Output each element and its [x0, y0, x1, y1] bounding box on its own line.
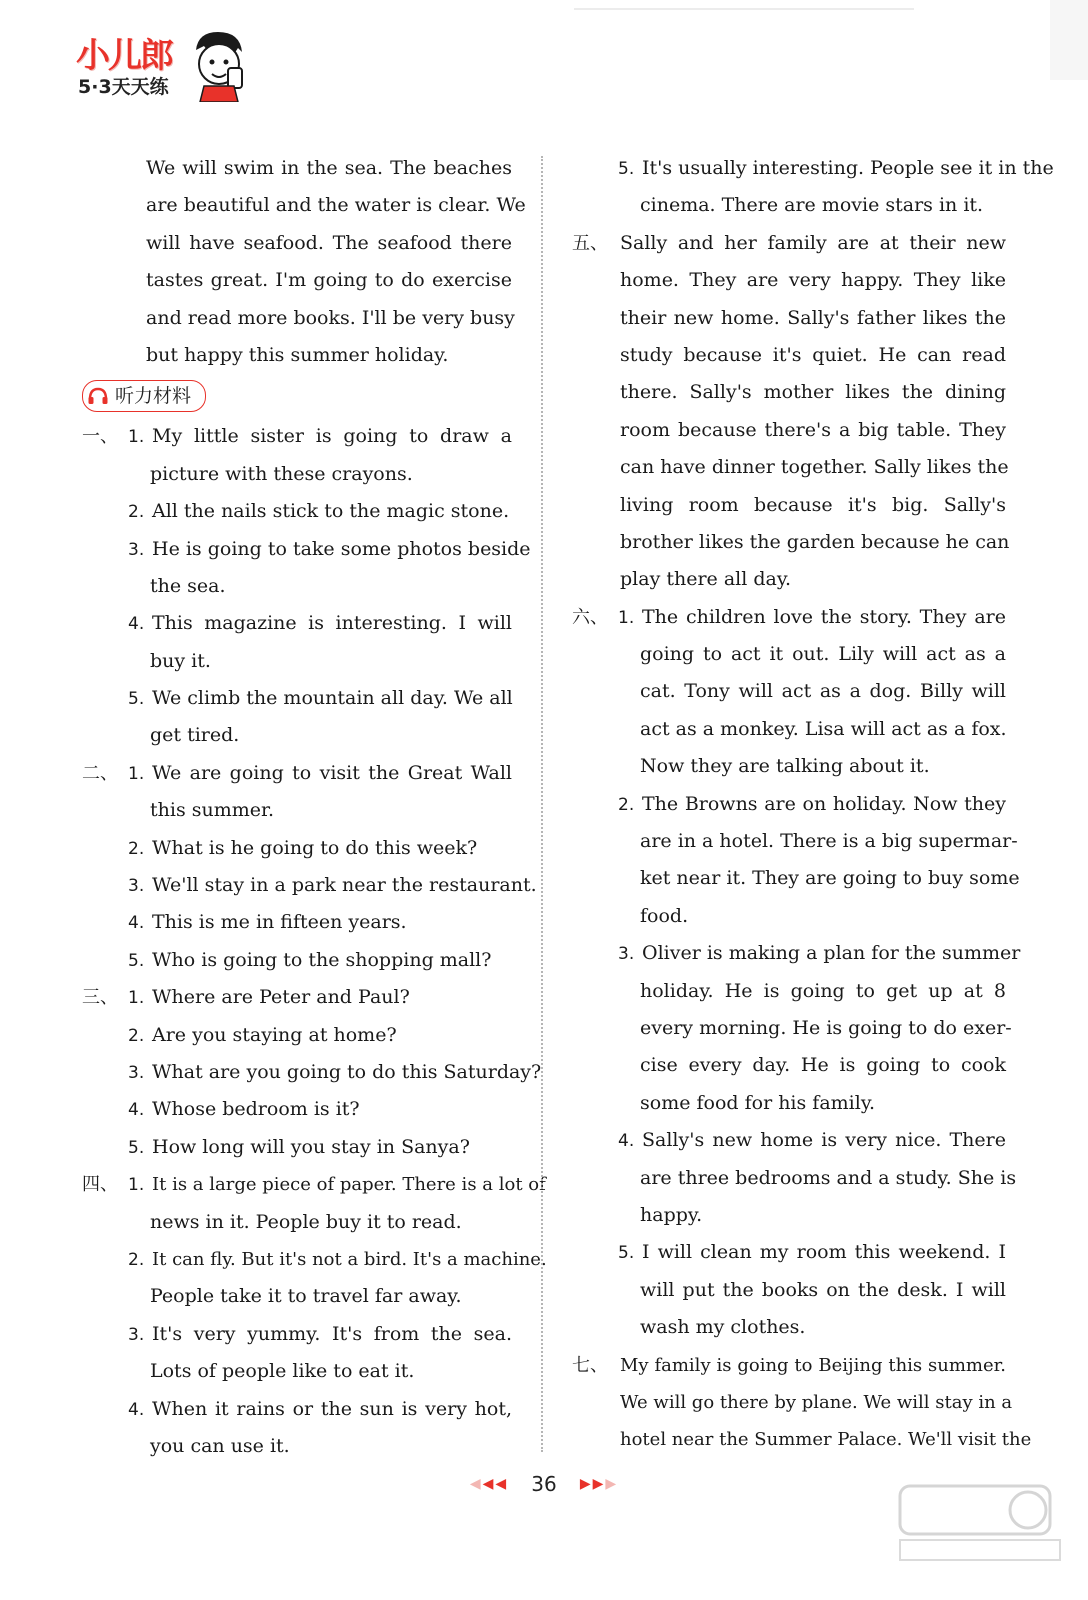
question-line: ket near it. They are going to buy some — [640, 867, 1020, 890]
question-line: food. — [640, 904, 689, 927]
question-line: buy it. — [150, 649, 211, 672]
question-line: you can use it. — [150, 1434, 290, 1457]
passage-line: home. They are very happy. They like — [620, 269, 1006, 292]
question-line: 2. Are you staying at home? — [128, 1023, 397, 1046]
page-number: 36 — [531, 1472, 557, 1496]
section-mark: 五、 — [572, 232, 608, 254]
question-line: 四、 1. It is a large piece of paper. There is a lot of — [82, 1166, 512, 1203]
brand-title: 小儿郎 — [76, 36, 172, 76]
question-line: 5. We climb the mountain all day. We all — [128, 687, 513, 710]
question-line: the sea. — [150, 574, 226, 597]
listening-label: 听力材料 — [115, 385, 192, 408]
section-mark: 三、 — [82, 987, 118, 1009]
top-rule — [574, 8, 914, 10]
question-line: cinema. There are movie stars in it. — [640, 194, 984, 217]
question-line: this summer. — [150, 799, 275, 822]
brand-subtitle: 5·3天天练 — [78, 76, 169, 98]
question-line: 六、 1. The children love the story. They are — [572, 599, 1006, 636]
mascot-boy-icon — [188, 28, 250, 102]
passage-line: room because there's a big table. They — [620, 418, 1006, 441]
question-line: happy. — [640, 1203, 703, 1226]
question-line: 3. He is going to take some photos beside — [128, 537, 531, 560]
passage-line: living room because it's big. Sally's — [620, 493, 1006, 516]
question-line: get tired. — [150, 724, 240, 747]
question-line: 三、 1. Where are Peter and Paul? — [82, 979, 512, 1016]
question-line: 5. I will clean my room this weekend. I — [618, 1241, 1006, 1264]
question-line: 2. All the nails stick to the magic stone. — [128, 500, 510, 523]
question-line: will put the books on the desk. I will — [640, 1278, 1006, 1301]
question-line: 2. It can fly. But it's not a bird. It's a machine. — [128, 1248, 547, 1270]
question-line: 3. Oliver is making a plan for the summer — [618, 942, 1021, 965]
headphones-icon — [87, 386, 109, 406]
page-edge-tab — [1050, 0, 1088, 80]
question-line: 3. We'll stay in a park near the restaurant. — [128, 874, 537, 897]
question-line: 4. Whose bedroom is it? — [128, 1098, 360, 1121]
question-line: 4. This magazine is interesting. I will — [128, 612, 512, 635]
text-line: tastes great. I'm going to do exercise — [146, 269, 512, 292]
section-mark: 一、 — [82, 426, 118, 448]
text-line: but happy this summer holiday. — [146, 343, 449, 366]
question-line: 4. This is me in fifteen years. — [128, 911, 407, 934]
passage-line: their new home. Sally's father likes the — [620, 306, 1006, 329]
brand-logo — [76, 28, 246, 108]
question-line: 5. It's usually interesting. People see it in the — [618, 157, 1054, 179]
question-line: going to act it out. Lily will act as a — [640, 643, 1006, 666]
listening-material-heading — [82, 376, 512, 416]
right-column — [572, 150, 1054, 1459]
question-line: every morning. He is going to do exer- — [640, 1016, 1012, 1039]
question-line: 二、 1. We are going to visit the Great Wall — [82, 755, 512, 792]
question-line: Lots of people like to eat it. — [150, 1360, 415, 1383]
question-line: news in it. People buy it to read. — [150, 1210, 462, 1233]
left-column — [82, 150, 547, 1465]
question-line: wash my clothes. — [640, 1316, 806, 1339]
question-line: holiday. He is going to get up at 8 — [640, 979, 1006, 1002]
question-line: 3. What are you going to do this Saturday? — [128, 1060, 542, 1083]
question-line: Now they are talking about it. — [640, 755, 930, 778]
passage-line: We will go there by plane. We will stay in a — [620, 1391, 1013, 1413]
question-line: 4. When it rains or the sun is very hot, — [128, 1397, 512, 1420]
text-line: are beautiful and the water is clear. We — [146, 194, 526, 217]
section-mark: 二、 — [82, 762, 118, 784]
text-line: will have seafood. The seafood there — [146, 231, 512, 254]
section-mark: 四、 — [82, 1174, 118, 1196]
question-line: People take it to travel far away. — [150, 1285, 462, 1308]
prev-arrows-icon: ◀◀◀ — [469, 1476, 509, 1492]
text-line: We will swim in the sea. The beaches — [146, 157, 512, 179]
question-line: 2. The Browns are on holiday. Now they — [618, 792, 1006, 815]
column-divider — [541, 156, 543, 1452]
question-line: act as a monkey. Lisa will act as a fox. — [640, 717, 1007, 740]
question-line: are three bedrooms and a study. She is — [640, 1166, 1017, 1189]
passage-line: brother likes the garden because he can — [620, 530, 1010, 553]
question-line: cat. Tony will act as a dog. Billy will — [640, 680, 1006, 703]
passage-line: play there all day. — [620, 568, 792, 591]
passage-line: study because it's quiet. He can read — [620, 343, 1006, 366]
section-mark: 六、 — [572, 606, 608, 628]
passage-line: hotel near the Summer Palace. We'll visit the — [620, 1429, 1032, 1451]
question-line: are in a hotel. There is a big supermar- — [640, 830, 1018, 853]
question-line: 3. It's very yummy. It's from the sea. — [128, 1322, 512, 1345]
watermark-stamp-icon — [890, 1478, 1070, 1568]
question-line: 一、 1. My little sister is going to draw a — [82, 418, 512, 455]
passage-line: can have dinner together. Sally likes the — [620, 456, 1009, 479]
text-line: and read more books. I'll be very busy — [146, 306, 515, 329]
question-line: 4. Sally's new home is very nice. There — [618, 1129, 1006, 1152]
passage-line: there. Sally's mother likes the dining — [620, 381, 1006, 404]
next-arrows-icon: ▶▶▶ — [579, 1476, 619, 1492]
question-line: 5. Who is going to the shopping mall? — [128, 948, 492, 971]
question-line: 5. How long will you stay in Sanya? — [128, 1135, 470, 1158]
section-mark: 七、 — [572, 1354, 608, 1376]
passage-line: 七、 My family is going to Beijing this summer. — [572, 1347, 1006, 1384]
question-line: some food for his family. — [640, 1091, 876, 1114]
question-line: 2. What is he going to do this week? — [128, 836, 478, 859]
question-line: cise every day. He is going to cook — [640, 1054, 1006, 1077]
question-line: picture with these crayons. — [150, 462, 413, 485]
passage-line: 五、 Sally and her family are at their new — [572, 225, 1006, 262]
